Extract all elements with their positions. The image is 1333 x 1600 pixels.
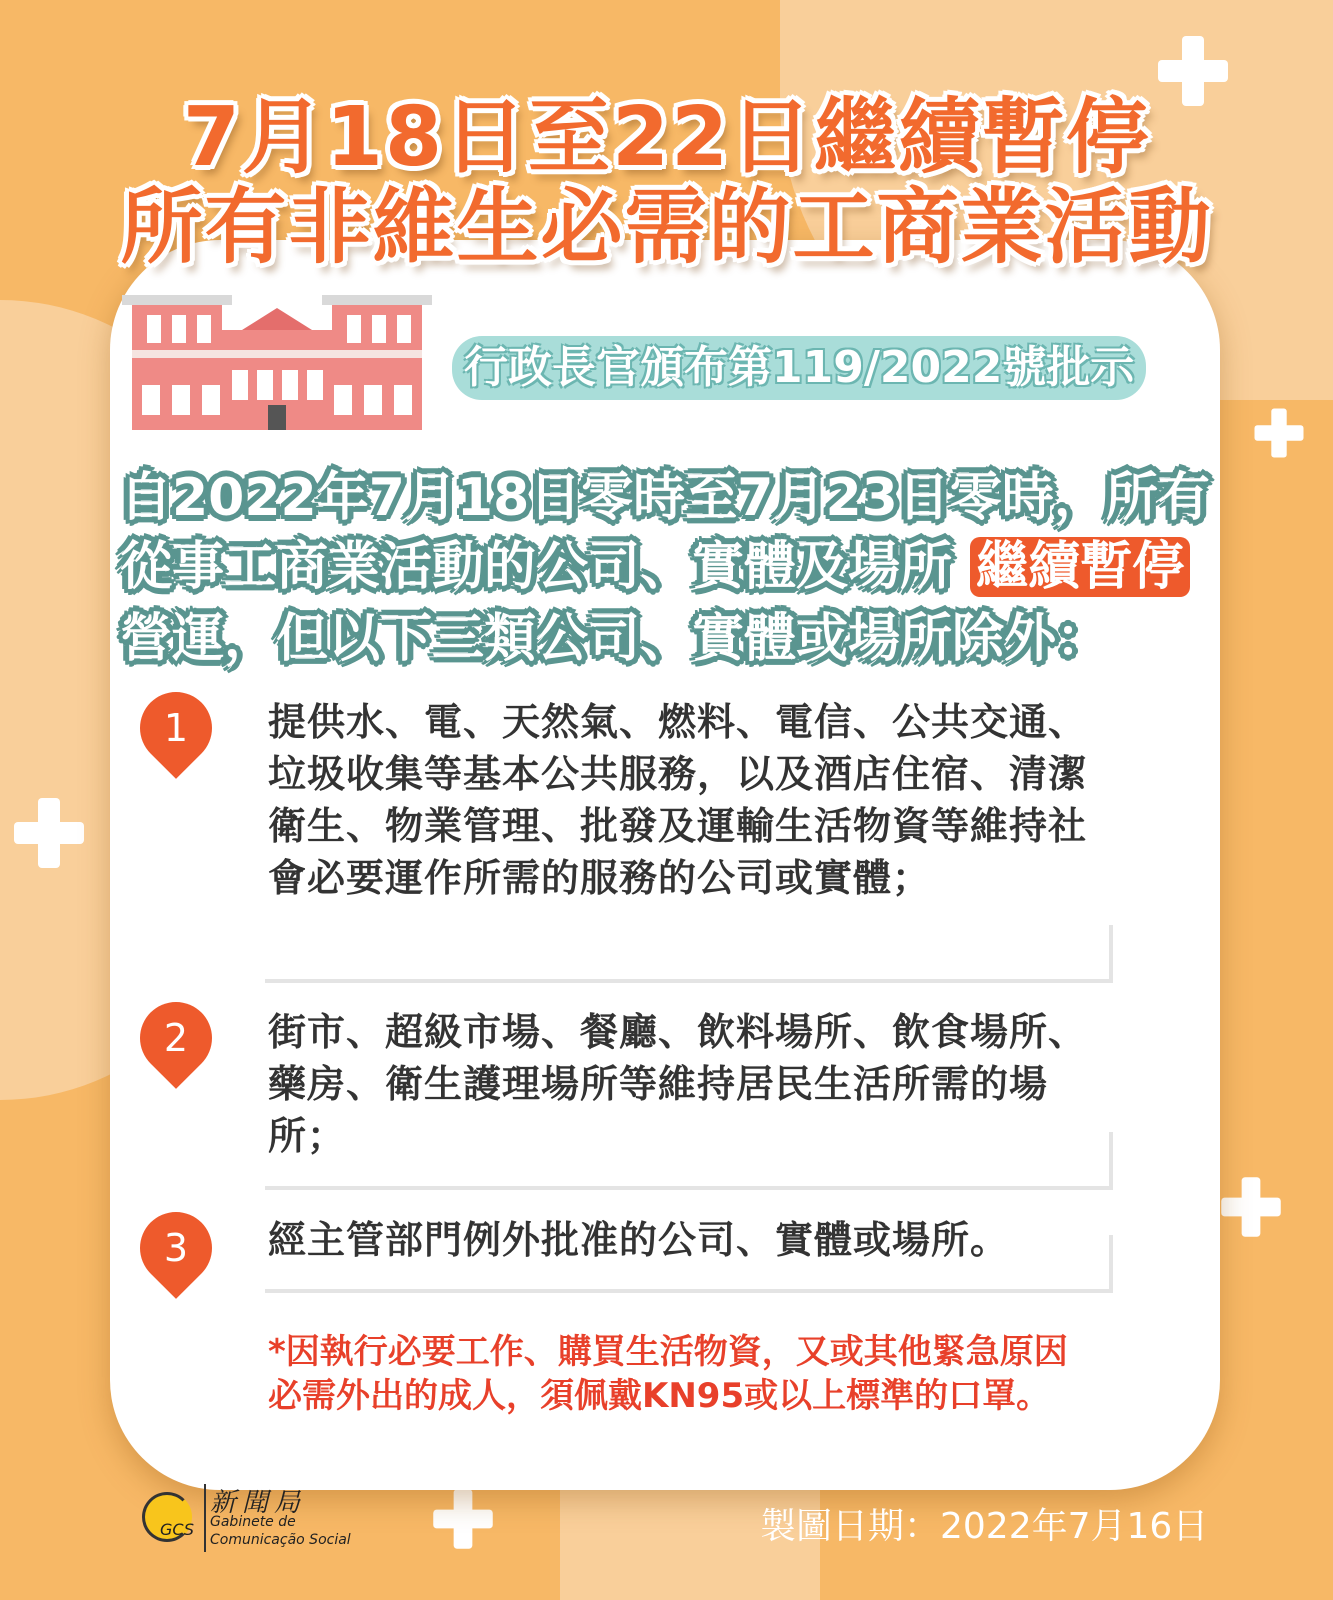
title-line-2: 所有非維生必需的工商業活動	[120, 180, 1213, 275]
item-number: 1	[163, 706, 189, 750]
list-item: 提供水、電、天然氣、燃料、電信、公共交通、垃圾收集等基本公共服務，以及酒店住宿、清潔衛生、物業管理、批發及運輸生活物資等維持社會必要運作所需的服務的公司或實體；	[268, 700, 1088, 900]
list-item: 街市、超級市場、餐廳、飲料場所、飲食場所、藥房、衛生護理場所等維持居民生活所需的場所；	[268, 1010, 1088, 1158]
divider	[265, 1235, 1113, 1293]
mask-note	[268, 1330, 1168, 1418]
paragraph-line-3: 營運，但以下三類公司、實體或場所除外：	[120, 609, 1109, 669]
item-number: 3	[163, 1226, 189, 1270]
item-number: 2	[163, 1016, 189, 1060]
gcs-logo	[112, 1480, 372, 1560]
plus-icon	[433, 1489, 493, 1549]
logo-portuguese-1: Gabinete de	[210, 1514, 296, 1530]
plus-icon	[14, 798, 84, 868]
plus-icon	[1221, 1177, 1281, 1237]
logo-portuguese-2: Comunicação Social	[210, 1532, 351, 1548]
list-item: 經主管部門例外批准的公司、實體或場所。	[268, 1218, 1010, 1262]
logo-mark-text: GCS	[160, 1520, 195, 1539]
location-pin-icon	[125, 1197, 227, 1299]
location-pin-icon	[125, 677, 227, 779]
paragraph-text: 從事工商業活動的公司、實體及場所	[120, 537, 953, 597]
divider	[265, 925, 1113, 983]
divider	[265, 1132, 1113, 1190]
creation-date: 製圖日期：2022年7月16日	[760, 1506, 1209, 1547]
logo-divider	[204, 1484, 206, 1552]
building-icon	[122, 290, 432, 435]
paragraph-line-1: 自2022年7月18日零時至7月23日零時，所有	[120, 468, 1210, 528]
logo-chinese: 新聞局	[210, 1488, 307, 1518]
highlight-continue-suspension: 繼續暫停	[970, 537, 1190, 597]
plus-icon	[1255, 409, 1304, 458]
location-pin-icon	[125, 987, 227, 1089]
decree-banner: 行政長官頒布第119/2022號批示	[452, 336, 1146, 400]
title-line-1: 7月18日至22日繼續暫停	[182, 90, 1151, 185]
note-line-1: *因執行必要工作、購買生活物資，又或其他緊急原因	[268, 1332, 1068, 1372]
paragraph-line-2	[120, 524, 1190, 599]
note-line-2: 必需外出的成人，須佩戴KN95或以上標準的口罩。	[268, 1376, 1051, 1416]
